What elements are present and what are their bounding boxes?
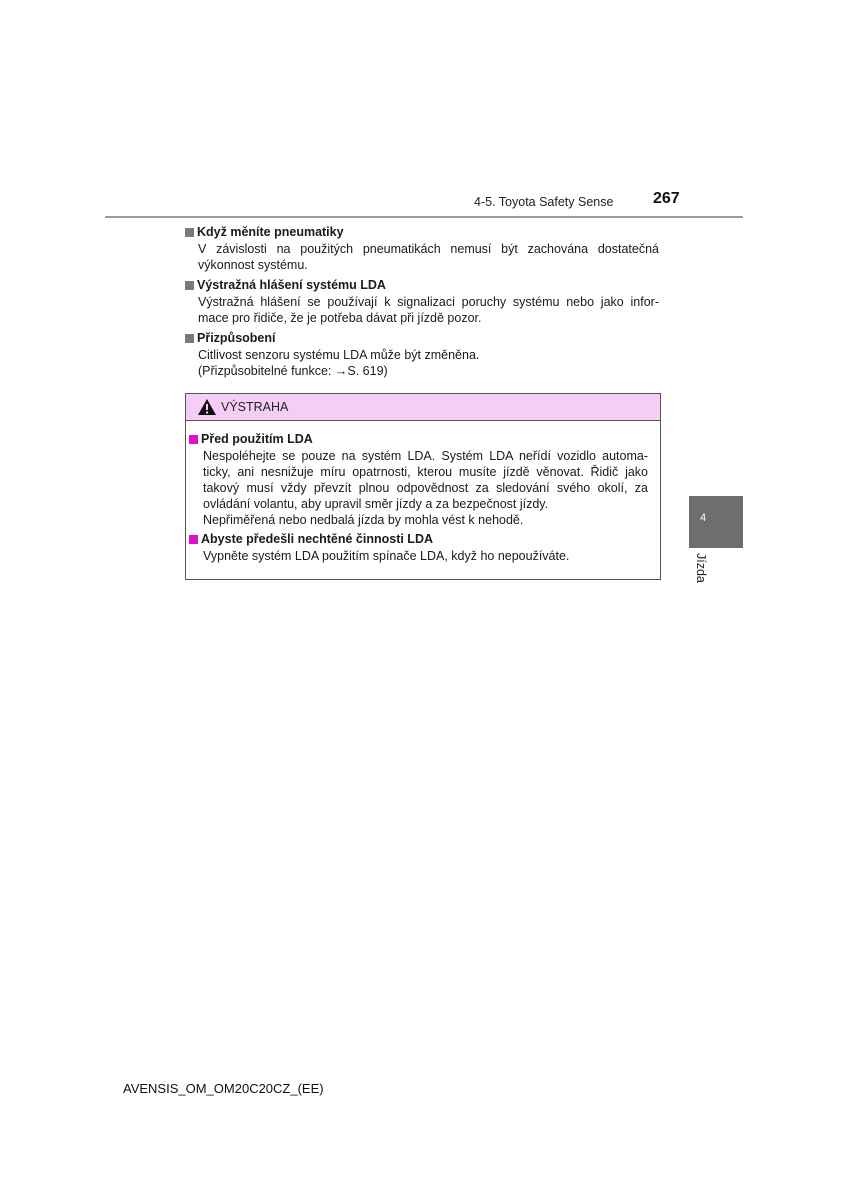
section-body [198, 241, 659, 273]
magenta-square-bullet-icon [189, 435, 198, 444]
section-warning-messages [185, 277, 659, 326]
text-line: Nepřiměřená nebo nedbalá jízda by mohla vést k nehodě. [203, 513, 524, 527]
section-body [198, 294, 659, 326]
section-body [198, 347, 659, 379]
warning-item-body [203, 448, 648, 528]
section-title: Když měníte pneumatiky [197, 225, 344, 239]
section-title: Výstražná hlášení systému LDA [197, 278, 386, 292]
text-line: ovládání volantu, aby upravil směr jízdy a za bezpečnost jízdy. [203, 497, 549, 511]
section-tires [185, 224, 659, 273]
warning-item-title: Abyste předešli nechtěné činnosti LDA [201, 532, 433, 546]
text-line: Citlivost senzoru systému LDA může být změněna. [198, 348, 480, 362]
header-section-title: 4-5. Toyota Safety Sense [474, 195, 614, 209]
warning-label: VÝSTRAHA [221, 400, 289, 414]
chapter-name: Jízda [694, 553, 708, 583]
warning-header [186, 394, 660, 421]
warning-box [185, 393, 661, 580]
page-number: 267 [653, 190, 680, 207]
square-bullet-icon [185, 281, 194, 290]
main-content [185, 224, 659, 383]
text-line: Výstražná hlášení se používají k signalizaci poruchy systému nebo jako infor- [198, 295, 659, 309]
text-line: Nespoléhejte se pouze na systém LDA. Systém LDA neřídí vozidlo automa- [203, 449, 648, 463]
warning-triangle-icon [197, 398, 217, 416]
text-line: výkonnost systému. [198, 258, 308, 272]
warning-item-title: Před použitím LDA [201, 432, 313, 446]
footer-code: AVENSIS_OM_OM20C20CZ_(EE) [123, 1081, 324, 1096]
square-bullet-icon [185, 228, 194, 237]
chapter-tab [689, 496, 743, 548]
text-line: takový musí vždy převzít plnou odpovědnost za sledování svého okolí, za [203, 481, 648, 495]
text-line: ticky, ani nesnižuje míru opatrnosti, kterou musíte jízdě věnovat. Řidič jako [203, 465, 648, 479]
text-line: mace pro řidiče, že je potřeba dávat při jízdě pozor. [198, 311, 482, 325]
magenta-square-bullet-icon [189, 535, 198, 544]
chapter-number: 4 [700, 512, 707, 524]
square-bullet-icon [185, 334, 194, 343]
text-line: V závislosti na použitých pneumatikách nemusí být zachována dostatečná [198, 242, 659, 256]
section-title: Přizpůsobení [197, 331, 276, 345]
text-line: (Přizpůsobitelné funkce: →S. 619) [198, 364, 388, 378]
header-divider [105, 216, 743, 218]
text-line: Vypněte systém LDA použitím spínače LDA, když ho nepoužíváte. [203, 549, 570, 563]
section-customization [185, 330, 659, 379]
warning-body [186, 421, 660, 564]
warning-item-body [203, 548, 648, 564]
